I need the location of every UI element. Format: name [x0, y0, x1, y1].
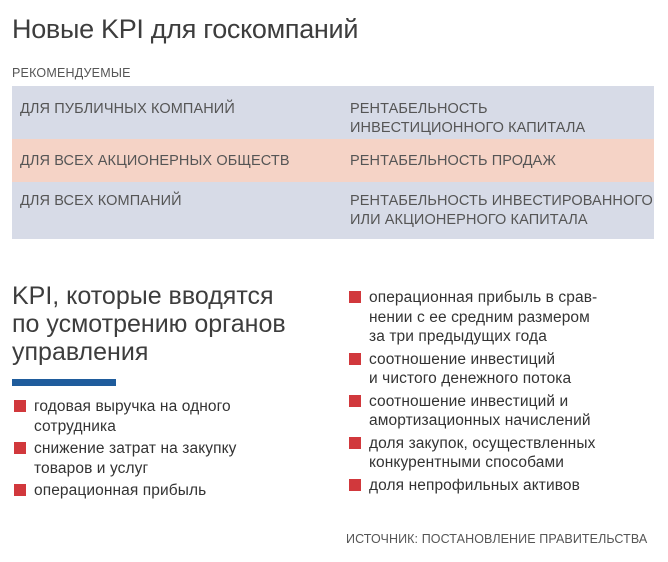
square-bullet-icon [349, 353, 361, 365]
list-item-text: соотношение инвестиций и чистого денежного потока [369, 350, 572, 387]
list-item [349, 392, 659, 431]
table-row [12, 86, 654, 139]
list-item-text: операционная прибыль в срав- нении с ее средним размером за три предыдущих года [369, 289, 598, 345]
heading-line: по усмотрению органов [12, 310, 286, 338]
kpi-list-right [349, 288, 659, 498]
list-item-text: доля непрофильных активов [369, 476, 580, 494]
square-bullet-icon [14, 442, 26, 454]
list-item-text: соотношение инвестиций и амортизационных начислений [369, 392, 591, 429]
source-note: ИСТОЧНИК: ПОСТАНОВЛЕНИЕ ПРАВИТЕЛЬСТВА [346, 532, 648, 546]
accent-bar [12, 379, 116, 386]
square-bullet-icon [14, 484, 26, 496]
metric-line: РЕНТАБЕЛЬНОСТЬ ПРОДАЖ [350, 153, 556, 169]
list-item [349, 288, 659, 347]
discretionary-heading [12, 282, 332, 366]
metric-cell [350, 100, 654, 138]
heading-line: управления [12, 338, 149, 366]
square-bullet-icon [349, 437, 361, 449]
metric-line: РЕНТАБЕЛЬНОСТЬ [350, 101, 488, 117]
square-bullet-icon [14, 400, 26, 412]
list-item-text: снижение затрат на закупку товаров и услуг [34, 440, 237, 477]
list-item-text: доля закупок, осуществленных конкурентными способами [369, 434, 596, 471]
table-row [12, 139, 654, 182]
list-item [349, 350, 659, 389]
list-item [14, 397, 334, 436]
table-row [12, 182, 654, 239]
square-bullet-icon [349, 291, 361, 303]
list-item [349, 434, 659, 473]
metric-cell [350, 152, 654, 171]
page-title: Новые KPI для госкомпаний [12, 14, 359, 44]
list-item [14, 481, 334, 501]
metric-line: РЕНТАБЕЛЬНОСТЬ ИНВЕСТИРОВАННОГО [350, 193, 653, 209]
metric-line: ИЛИ АКЦИОНЕРНОГО КАПИТАЛА [350, 212, 588, 228]
square-bullet-icon [349, 395, 361, 407]
list-item-text: операционная прибыль [34, 482, 207, 499]
scope-cell: ДЛЯ ПУБЛИЧНЫХ КОМПАНИЙ [20, 101, 235, 117]
list-item-text: годовая выручка на одного сотрудника [34, 398, 231, 435]
recommended-label: РЕКОМЕНДУЕМЫЕ [12, 66, 131, 80]
list-item [14, 439, 334, 478]
recommended-table [12, 86, 654, 239]
metric-cell [350, 192, 654, 230]
scope-cell: ДЛЯ ВСЕХ АКЦИОНЕРНЫХ ОБЩЕСТВ [20, 153, 290, 169]
kpi-list-left [14, 397, 334, 504]
metric-line: ИНВЕСТИЦИОННОГО КАПИТАЛА [350, 120, 586, 136]
heading-line: KPI, которые вводятся [12, 282, 274, 310]
scope-cell: ДЛЯ ВСЕХ КОМПАНИЙ [20, 193, 182, 209]
square-bullet-icon [349, 479, 361, 491]
list-item [349, 476, 659, 496]
